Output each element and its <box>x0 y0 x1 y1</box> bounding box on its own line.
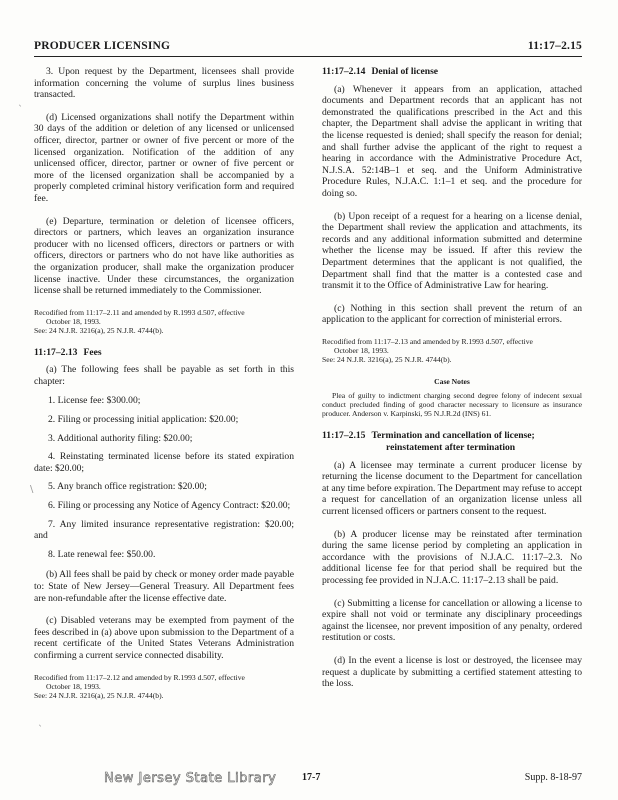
history-note: Recodified from 11:17–2.12 and amended by R.1993 d.507, effective October 18, 1993. See: 24 N.J.R. 3216(a), 25 N.J.R. 4744(b). <box>34 672 245 700</box>
paragraph: (b) A producer license may be reinstated after termination during the same license period by completing an application in accordance with the provisions of N.J.A.C. 11:17–2.3. No additional license fee for that period shall be required but the processing fee provided in N.J.A.C. 11:17–2.13 shall be paid. <box>322 528 582 586</box>
header-chapter-title: PRODUCER LICENSING <box>34 40 171 52</box>
right-column <box>322 66 582 701</box>
header-section-number: 11:17–2.15 <box>527 40 582 52</box>
fee-list <box>34 395 294 560</box>
history-note: Recodified from 11:17–2.11 and amended by R.1993 d.507, effective October 18, 1993. See: 24 N.J.R. 3216(a), 25 N.J.R. 4744(b). <box>34 307 245 335</box>
scan-mark: ˎ <box>38 716 43 727</box>
list-item: 8. Late renewal fee: $50.00. <box>48 548 156 560</box>
section-heading: 11:17–2.14 Denial of license <box>322 66 439 77</box>
paragraph: (e) Departure, termination or deletion of licensee officers, directors or partners, which leaves an organization insurance producer with no licensed officers, directors or partners or with officers, directors or partners who do not have like authorities as the organization producer, shall make the organization producer license inactive. Under these circumstances, the organization license shall be returned immediately to the Commissioner. <box>34 215 294 297</box>
list-item: 6. Filing or processing any Notice of Agency Contract: $20.00; <box>48 500 291 512</box>
paragraph: (c) Nothing in this section shall prevent the return of an application to the applicant for correction of ministerial errors. <box>322 302 582 326</box>
list-item: 1. License fee: $300.00; <box>48 395 141 407</box>
library-watermark: New Jersey State Library <box>104 771 277 786</box>
section-heading: 11:17–2.13 Fees <box>34 346 102 358</box>
list-item: 7. Any limited insurance representative registration: $20.00; and <box>34 518 294 542</box>
paragraph: (d) In the event a license is lost or destroyed, the licensee may request a duplicate by submitting a certified statement attesting to the loss. <box>322 654 582 690</box>
list-item: 3. Additional authority filing: $20.00; <box>48 432 193 444</box>
left-column <box>34 66 294 712</box>
scan-mark: \ <box>30 484 34 495</box>
page-number: 17-7 <box>302 772 321 783</box>
paragraph: (a) The following fees shall be payable as set forth in this chapter: <box>34 364 294 387</box>
list-item: 4. Reinstating terminated license before its stated expiration date: $20.00; <box>34 451 294 474</box>
scan-mark: ˎ <box>18 96 23 107</box>
list-item: 2. Filing or processing initial application: $20.00; <box>48 414 239 426</box>
paragraph: (a) Whenever it appears from an application, attached documents and Department records that an applicant has not demonstrated the qualifications prescribed in the Act and this chapter, the Department shall advise the applicant in writing that the license requested is denied; shall specify the reason for denial; and shall further advise the applicant of the right to request a hearing in accordance with the Administrative Procedure Act, N.J.S.A. 52:14B–1 et seq. and the Uniform Administrative Procedure Rules, N.J.A.C. 1:1–1 et seq. and the procedure for doing so. <box>322 83 582 199</box>
paragraph: (a) A licensee may terminate a current producer license by returning the license document to the Department for cancellation at any time before expiration. The Department may refuse to accept a request for cancellation of an organization license unless all current licensed officers or partners consent to the request. <box>322 459 582 518</box>
paragraph: (c) Disabled veterans may be exempted from payment of the fees described in (a) above upon submission to the Department of a recent certificate of the United States Veterans Administration confirming a current service connected disability. <box>34 615 294 661</box>
paragraph: (b) All fees shall be paid by check or money order made payable to: State of New Jersey—General Treasury. All Department fees are non-refundable after the license effective date. <box>34 569 294 604</box>
case-notes-heading: Case Notes <box>434 376 470 386</box>
paragraph: (c) Submitting a license for cancellation or allowing a license to expire shall not void or terminate any disciplinary proceedings against the licensee, nor prevent imposition of any penalty, ordered restitution or costs. <box>322 597 582 644</box>
page-footer <box>0 770 618 786</box>
case-note: Plea of guilty to indictment charging second degree felony of indecent sexual conduct precluded finding of good character necessary to licensure as insurance producer. Anderson v. Karpinski, 95 N.J.R.2d (INS) 61. <box>322 391 582 419</box>
supplement-date: Supp. 8-18-97 <box>524 772 582 783</box>
list-item: 5. Any branch office registration: $20.00; <box>48 481 207 493</box>
running-header <box>34 36 582 57</box>
paragraph: (b) Upon receipt of a request for a hearing on a license denial, the Department shall review the application and attachments, its records and any additional information submitted and determine whether the license may be issued. If after this review the Department determines that the applicant is not qualified, the Department shall find that the matter is a contested case and transmit it to the Office of Administrative Law for hearing. <box>322 210 582 292</box>
paragraph: 3. Upon request by the Department, licensees shall provide information concerning the volume of surplus lines business transacted. <box>34 66 294 101</box>
section-heading: 11:17–2.15 Termination and cancellation of license; reinstatement after termination <box>322 430 535 454</box>
history-note: Recodified from 11:17–2.13 and amended by R.1993 d.507, effective October 18, 1993. See: 24 N.J.R. 3216(a), 25 N.J.R. 4744(b). <box>322 336 533 364</box>
paragraph: (d) Licensed organizations shall notify the Department within 30 days of the addition or deletion of any licensed or unlicensed officer, director, partner or owner of five percent or more of the licensed organization. Notification of the addition of any unlicensed officer, director, partner or owner of five percent or more of the licensed organization shall be accompanied by a properly completed criminal history verification form and required fee. <box>34 111 294 204</box>
